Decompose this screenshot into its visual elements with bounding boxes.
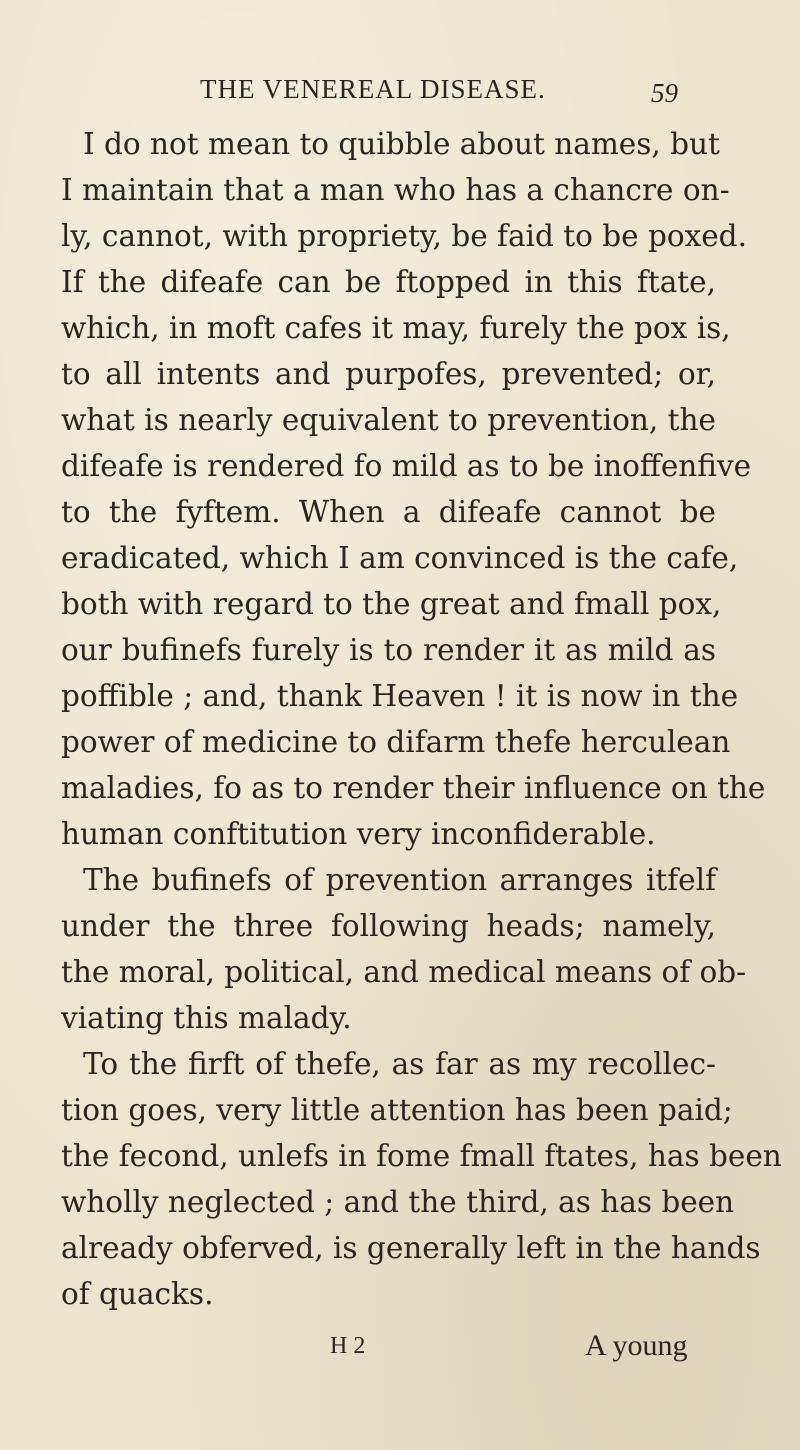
text-line: already obferved, is generally left in the hands	[61, 1231, 761, 1265]
text-line: to the fyftem. When a difeafe cannot be	[61, 495, 716, 529]
text-line: To the firft of thefe, as far as my recollec-	[83, 1047, 716, 1081]
signature-mark: H 2	[330, 1333, 366, 1359]
text-line: maladies, fo as to render their influence on the	[61, 771, 766, 805]
page-header	[0, 74, 800, 114]
text-line: I do not mean to quibble about names, but	[83, 127, 720, 161]
text-line: The bufinefs of prevention arranges itfelf	[83, 863, 716, 897]
page-number: 59	[651, 78, 678, 108]
text-line: under the three following heads; namely,	[61, 909, 716, 943]
text-line: tion goes, very little attention has been paid;	[61, 1093, 733, 1127]
text-line: both with regard to the great and fmall pox,	[61, 587, 722, 621]
text-line: the fecond, unlefs in fome fmall ftates, has been	[61, 1139, 782, 1173]
text-line: which, in moft cafes it may, furely the pox is,	[61, 311, 731, 345]
text-line: our bufinefs furely is to render it as mild as	[61, 633, 716, 667]
text-line: viating this malady.	[61, 1001, 352, 1035]
text-line: the moral, political, and medical means of ob-	[61, 955, 747, 989]
text-line: eradicated, which I am convinced is the cafe,	[61, 541, 739, 575]
page-footer	[0, 1323, 800, 1369]
text-line: what is nearly equivalent to prevention, the	[61, 403, 716, 437]
text-line: If the difeafe can be ftopped in this ftate,	[61, 265, 716, 299]
text-line: I maintain that a man who has a chancre on-	[61, 173, 730, 207]
text-line: ly, cannot, with propriety, be faid to be poxed.	[61, 219, 747, 253]
text-line: human conftitution very inconfiderable.	[61, 817, 656, 851]
text-line: difeafe is rendered fo mild as to be inoffenfive	[61, 449, 752, 483]
text-line: poffible ; and, thank Heaven ! it is now in the	[61, 679, 739, 713]
text-line: to all intents and purpofes, prevented; or,	[61, 357, 716, 391]
text-line: wholly neglected ; and the third, as has been	[61, 1185, 735, 1219]
body-text	[61, 121, 782, 1317]
catchword: A young	[585, 1329, 688, 1362]
text-line: of quacks.	[61, 1277, 214, 1311]
running-head: THE VENEREAL DISEASE.	[200, 74, 546, 104]
text-line: power of medicine to difarm thefe herculean	[61, 725, 731, 759]
